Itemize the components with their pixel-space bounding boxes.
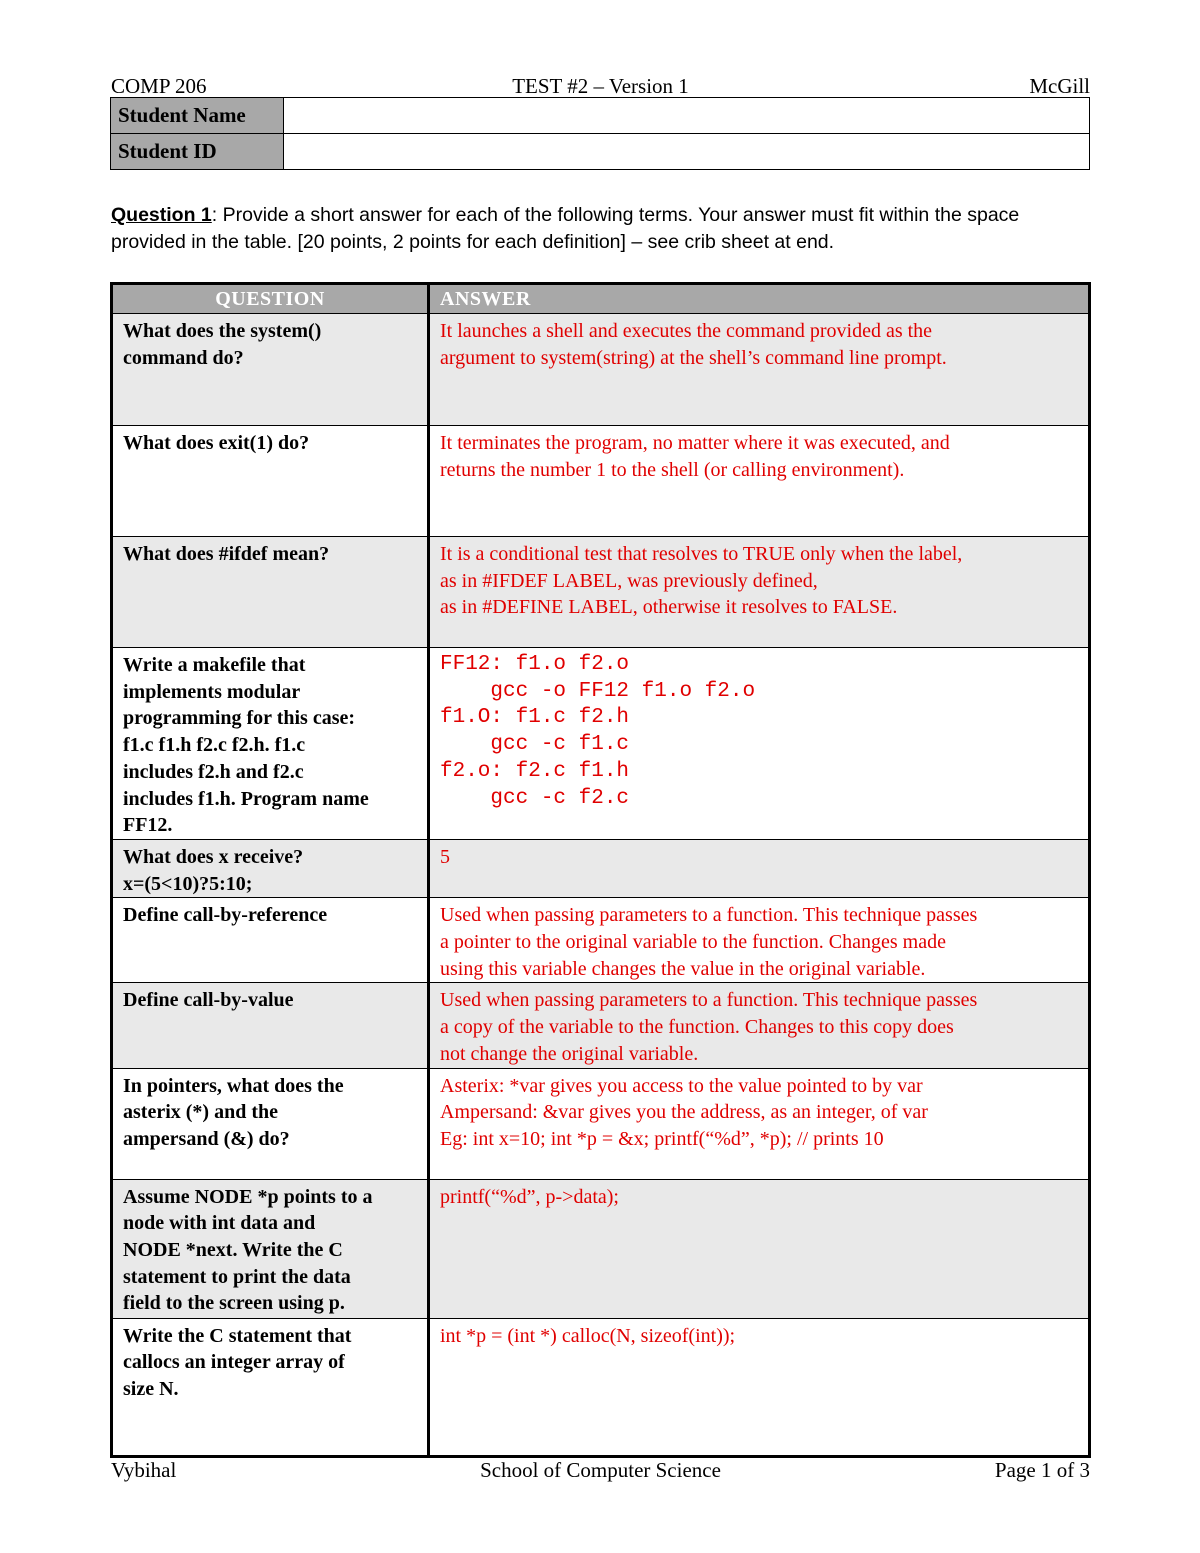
qa-table [110, 282, 1091, 1458]
answer-line: Eg: int x=10; int *p = &x; printf(“%d”, *p); // prints 10 [440, 1127, 884, 1150]
question-line: programming for this case: [123, 707, 356, 730]
answer-line: It launches a shell and executes the command provided as the [440, 320, 933, 342]
author-name: Vybihal [111, 1458, 177, 1482]
table-row [112, 426, 1090, 537]
table-header-row [112, 284, 1090, 314]
university-name: McGill [1029, 74, 1090, 98]
answer-line: Ampersand: &var gives you the address, as an integer, of var [440, 1101, 928, 1124]
question-cell [112, 983, 429, 1068]
question-line: field to the screen using p. [123, 1292, 345, 1315]
question-line: NODE *next. Write the C [123, 1238, 343, 1261]
question-line: callocs an integer array of [123, 1351, 345, 1374]
answer-line: as in #IFDEF LABEL, was previously defined, [440, 569, 818, 592]
question-line: includes f1.h. Program name [123, 787, 369, 810]
answer-line: int *p = (int *) calloc(N, sizeof(int)); [440, 1324, 736, 1347]
answer-cell [429, 1068, 1090, 1179]
answer-cell [429, 1318, 1090, 1456]
answer-line: Used when passing parameters to a function. This technique passes [440, 904, 978, 927]
column-header-answer: ANSWER [429, 284, 1090, 314]
question-line: In pointers, what does the [123, 1074, 344, 1097]
answer-line: 5 [440, 845, 450, 868]
question-line: Write a makefile that [123, 654, 306, 676]
question-line: Define call-by-value [123, 989, 294, 1012]
question-label: Question 1 [111, 204, 212, 226]
question-cell [112, 1068, 429, 1179]
question-line: size N. [123, 1377, 179, 1400]
answer-line: printf(“%d”, p->data); [440, 1185, 619, 1208]
table-row [112, 314, 1090, 426]
question-line: implements modular [123, 680, 301, 703]
question-cell [112, 537, 429, 648]
column-header-question: QUESTION [112, 284, 429, 314]
question-cell [112, 648, 429, 840]
question-cell [112, 1318, 429, 1456]
answer-cell [429, 537, 1090, 648]
course-code: COMP 206 [111, 74, 207, 98]
table-row [112, 1179, 1090, 1318]
question-line: command do? [123, 346, 244, 369]
question-line: ampersand (&) do? [123, 1127, 290, 1150]
answer-line: a copy of the variable to the function. Changes to this copy does [440, 1016, 954, 1039]
student-info-table [110, 97, 1090, 170]
question-cell [112, 898, 429, 983]
answer-cell [429, 839, 1090, 897]
answer-cell [429, 314, 1090, 426]
answer-line: It is a conditional test that resolves to TRUE only when the label, [440, 543, 963, 565]
answer-line: a pointer to the original variable to the function. Changes made [440, 931, 946, 954]
answer-cell [429, 983, 1090, 1068]
answer-line: gcc -c f2.c [440, 786, 630, 810]
question-line: What does the system() [123, 320, 322, 342]
answer-line: Used when passing parameters to a function. This technique passes [440, 989, 978, 1012]
table-row [112, 648, 1090, 840]
answer-line: as in #DEFINE LABEL, otherwise it resolves to FALSE. [440, 596, 898, 619]
answer-cell [429, 648, 1090, 840]
answer-cell [429, 1179, 1090, 1318]
student-id-field[interactable] [284, 134, 1090, 170]
table-row [112, 983, 1090, 1068]
school-name: School of Computer Science [480, 1458, 721, 1482]
table-row [112, 839, 1090, 897]
test-title: TEST #2 – Version 1 [512, 74, 689, 98]
answer-cell [429, 898, 1090, 983]
table-row [112, 1068, 1090, 1179]
question-line: Define call-by-reference [123, 904, 328, 927]
answer-line: Asterix: *var gives you access to the value pointed to by var [440, 1074, 923, 1097]
question-instructions: : Provide a short answer for each of the following terms. Your answer must fit within the space provided in the table. [20 points, 2 points for each definition] – see crib sheet at end. [111, 204, 1020, 253]
table-row [112, 898, 1090, 983]
answer-line: returns the number 1 to the shell (or calling environment). [440, 458, 905, 481]
student-id-label: Student ID [111, 134, 284, 170]
question-line: x=(5<10)?5:10; [123, 872, 253, 895]
answer-line: argument to system(string) at the shell’s command line prompt. [440, 346, 947, 369]
question-line: What does exit(1) do? [123, 432, 310, 454]
question-line: statement to print the data [123, 1265, 351, 1288]
question-cell [112, 426, 429, 537]
question-line: asterix (*) and the [123, 1101, 278, 1124]
answer-line: gcc -c f1.c [440, 733, 630, 757]
question-line: node with int data and [123, 1212, 316, 1235]
answer-line: f2.o: f2.c f1.h [440, 759, 630, 783]
answer-cell [429, 426, 1090, 537]
student-name-field[interactable] [284, 98, 1090, 134]
question-line: What does #ifdef mean? [123, 543, 330, 565]
answer-line: FF12: f1.o f2.o [440, 653, 630, 676]
question-line: What does x receive? [123, 845, 304, 868]
question-cell [112, 1179, 429, 1318]
question-line: f1.c f1.h f2.c f2.h. f1.c [123, 734, 306, 757]
question-intro [111, 202, 1090, 256]
table-row [112, 537, 1090, 648]
table-row [112, 1318, 1090, 1456]
question-line: FF12. [123, 814, 173, 837]
question-cell [112, 314, 429, 426]
question-line: Write the C statement that [123, 1324, 352, 1347]
question-line: Assume NODE *p points to a [123, 1185, 373, 1208]
answer-line: not change the original variable. [440, 1042, 699, 1065]
question-cell [112, 839, 429, 897]
answer-line: gcc -o FF12 f1.o f2.o [440, 679, 756, 703]
question-line: includes f2.h and f2.c [123, 760, 304, 783]
answer-line: f1.O: f1.c f2.h [440, 706, 630, 730]
page-number: Page 1 of 3 [994, 1458, 1090, 1482]
answer-line: using this variable changes the value in the original variable. [440, 957, 926, 980]
student-name-label: Student Name [111, 98, 284, 134]
answer-line: It terminates the program, no matter where it was executed, and [440, 432, 950, 454]
